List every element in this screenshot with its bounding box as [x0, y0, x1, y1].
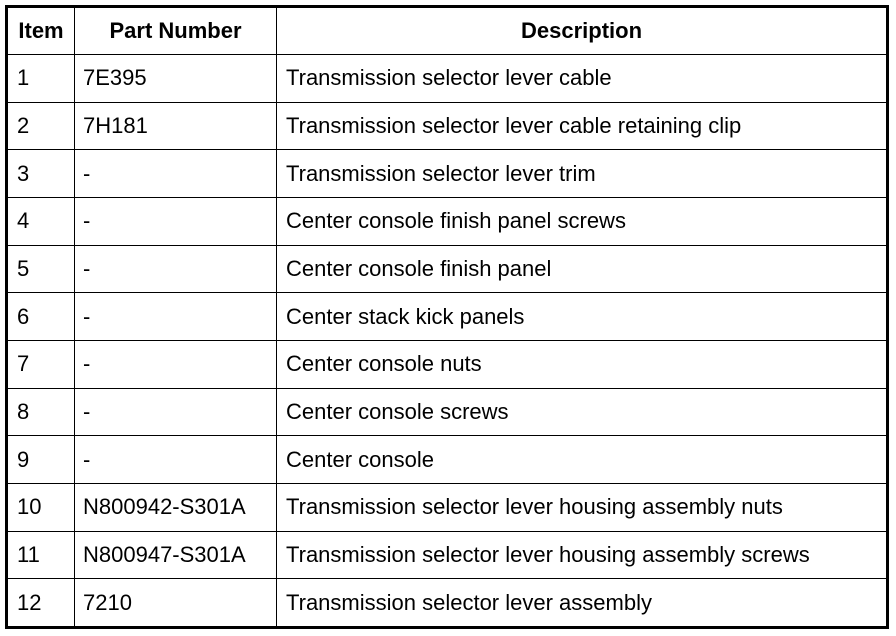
- header-item: Item: [7, 7, 75, 55]
- cell-description: Center console finish panel screws: [277, 197, 888, 245]
- header-description: Description: [277, 7, 888, 55]
- cell-item: 4: [7, 197, 75, 245]
- table-header: [7, 7, 888, 55]
- header-part-number: Part Number: [75, 7, 277, 55]
- cell-part-number: -: [75, 150, 277, 198]
- cell-part-number: -: [75, 436, 277, 484]
- cell-description: Center stack kick panels: [277, 293, 888, 341]
- table-row: [7, 102, 888, 150]
- cell-item: 11: [7, 531, 75, 579]
- cell-part-number: -: [75, 245, 277, 293]
- cell-part-number: N800947-S301A: [75, 531, 277, 579]
- table-row: [7, 340, 888, 388]
- cell-description: Center console finish panel: [277, 245, 888, 293]
- cell-part-number: -: [75, 197, 277, 245]
- table-row: [7, 197, 888, 245]
- header-row: [7, 7, 888, 55]
- cell-part-number: -: [75, 293, 277, 341]
- cell-part-number: -: [75, 340, 277, 388]
- table-row: [7, 579, 888, 628]
- cell-item: 7: [7, 340, 75, 388]
- table-row: [7, 55, 888, 103]
- cell-item: 9: [7, 436, 75, 484]
- cell-description: Transmission selector lever housing assembly screws: [277, 531, 888, 579]
- cell-part-number: 7E395: [75, 55, 277, 103]
- cell-description: Center console: [277, 436, 888, 484]
- table-row: [7, 436, 888, 484]
- cell-item: 10: [7, 483, 75, 531]
- table-body: [7, 55, 888, 628]
- cell-item: 1: [7, 55, 75, 103]
- cell-description: Center console screws: [277, 388, 888, 436]
- table-row: [7, 293, 888, 341]
- parts-table: [5, 5, 889, 629]
- table-row: [7, 483, 888, 531]
- cell-item: 8: [7, 388, 75, 436]
- table-row: [7, 388, 888, 436]
- cell-item: 3: [7, 150, 75, 198]
- cell-item: 5: [7, 245, 75, 293]
- table-row: [7, 150, 888, 198]
- cell-item: 6: [7, 293, 75, 341]
- table-row: [7, 245, 888, 293]
- cell-part-number: 7210: [75, 579, 277, 628]
- table-row: [7, 531, 888, 579]
- cell-item: 12: [7, 579, 75, 628]
- cell-description: Center console nuts: [277, 340, 888, 388]
- cell-part-number: -: [75, 388, 277, 436]
- cell-item: 2: [7, 102, 75, 150]
- cell-description: Transmission selector lever cable retaining clip: [277, 102, 888, 150]
- cell-description: Transmission selector lever cable: [277, 55, 888, 103]
- cell-part-number: 7H181: [75, 102, 277, 150]
- cell-description: Transmission selector lever housing assembly nuts: [277, 483, 888, 531]
- cell-description: Transmission selector lever trim: [277, 150, 888, 198]
- cell-part-number: N800942-S301A: [75, 483, 277, 531]
- cell-description: Transmission selector lever assembly: [277, 579, 888, 628]
